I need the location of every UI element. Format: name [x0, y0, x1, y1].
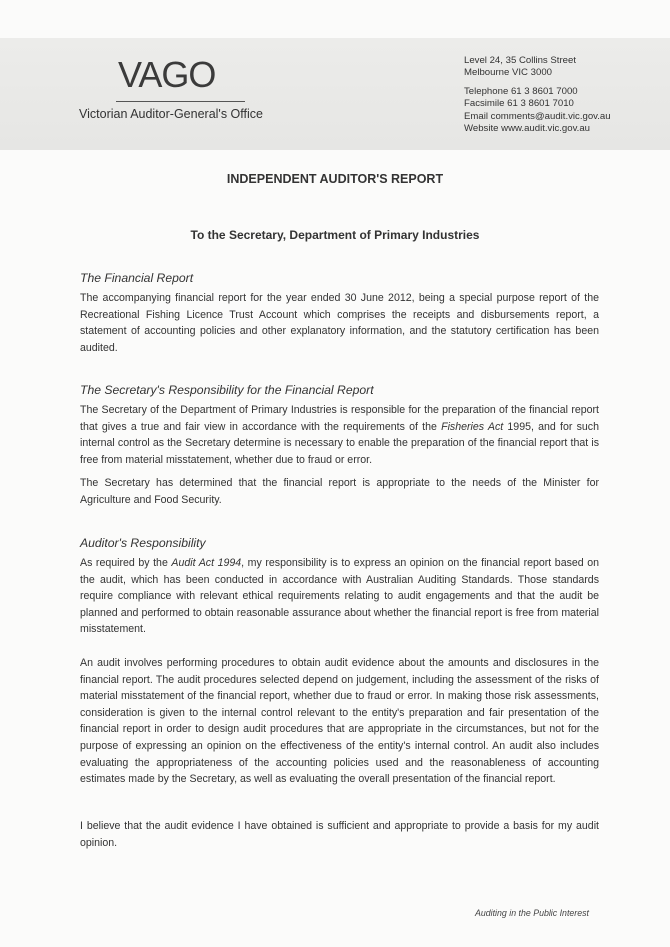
heading-secretary-responsibility: The Secretary's Responsibility for the Financial Report [80, 383, 374, 397]
email: Email comments@audit.vic.gov.au [464, 110, 611, 122]
logo-divider [116, 101, 245, 102]
act-name: Fisheries Act [441, 420, 504, 433]
vago-logo: VAGO [118, 54, 216, 95]
paragraph-auditor-3: I believe that the audit evidence I have obtained is sufficient and appropriate to provide a basis for my audit opinion. [80, 820, 599, 849]
contact-block [464, 55, 611, 135]
act-name: Audit Act 1994 [171, 557, 242, 569]
paragraph-secretary-2: The Secretary has determined that the financial report is appropriate to the needs of the Minister for Agriculture and Food Security. [80, 477, 599, 506]
website: Website www.audit.vic.gov.au [464, 123, 591, 135]
paragraph-auditor-1: As required by the Audit Act 1994, my responsibility is to express an opinion on the financial report based on the audit, which has been conducted in accordance with Australian Auditing Standards. Those standards require compliance with relevant ethical requirements relating to audit engagements and that the audit be planned and performed to obtain reasonable assurance about whether the financial report is free from material misstatement. [80, 557, 600, 636]
report-title: INDEPENDENT AUDITOR'S REPORT [226, 172, 444, 186]
footer-tagline: Auditing in the Public Interest [475, 908, 589, 918]
addressee: To the Secretary, Department of Primary Industries [190, 228, 480, 242]
telephone: Telephone 61 3 8601 7000 [464, 85, 578, 97]
paragraph-secretary-1: The Secretary of the Department of Primary Industries is responsible for the preparation of the financial report that gives a true and fair view in accordance with the requirements of the Fisheries Act 1995, and for such internal control as the Secretary determine is necessary to enable the preparation of the financial report that is free from material misstatement, whether due to fraud or error. [80, 404, 599, 466]
heading-auditor-responsibility: Auditor's Responsibility [80, 536, 206, 550]
facsimile: Facsimile 61 3 8601 7010 [464, 98, 574, 110]
paragraph-financial-report: The accompanying financial report for the year ended 30 June 2012, being a special purpose report of the Recreational Fishing Licence Trust Account which comprises the receipts and disbursements report, a statement of accounting policies and other explanatory information, and the statutory certification has been audited. [80, 292, 599, 354]
organisation-name: Victorian Auditor-General's Office [79, 107, 263, 121]
heading-financial-report: The Financial Report [80, 271, 194, 285]
address-line-1: Level 24, 35 Collins Street [464, 55, 576, 66]
paragraph-auditor-2: An audit involves performing procedures to obtain audit evidence about the amounts and disclosures in the financial report. The audit procedures selected depend on judgement, including the assessment of the risks of material misstatement of the financial report, whether due to fraud or error. In making those risk assessments, consideration is given to the internal control relevant to the entity's preparation and fair presentation of the financial report in order to design audit procedures that are appropriate in the circumstances, but not for the purpose of expressing an opinion on the effectiveness of the entity's internal control. An audit also includes evaluating the appropriateness of the accounting policies used and the reasonableness of accounting estimates made by the Secretary, as well as evaluating the overall presentation of the financial report. [80, 657, 599, 786]
address-line-2: Melbourne VIC 3000 [464, 67, 552, 79]
